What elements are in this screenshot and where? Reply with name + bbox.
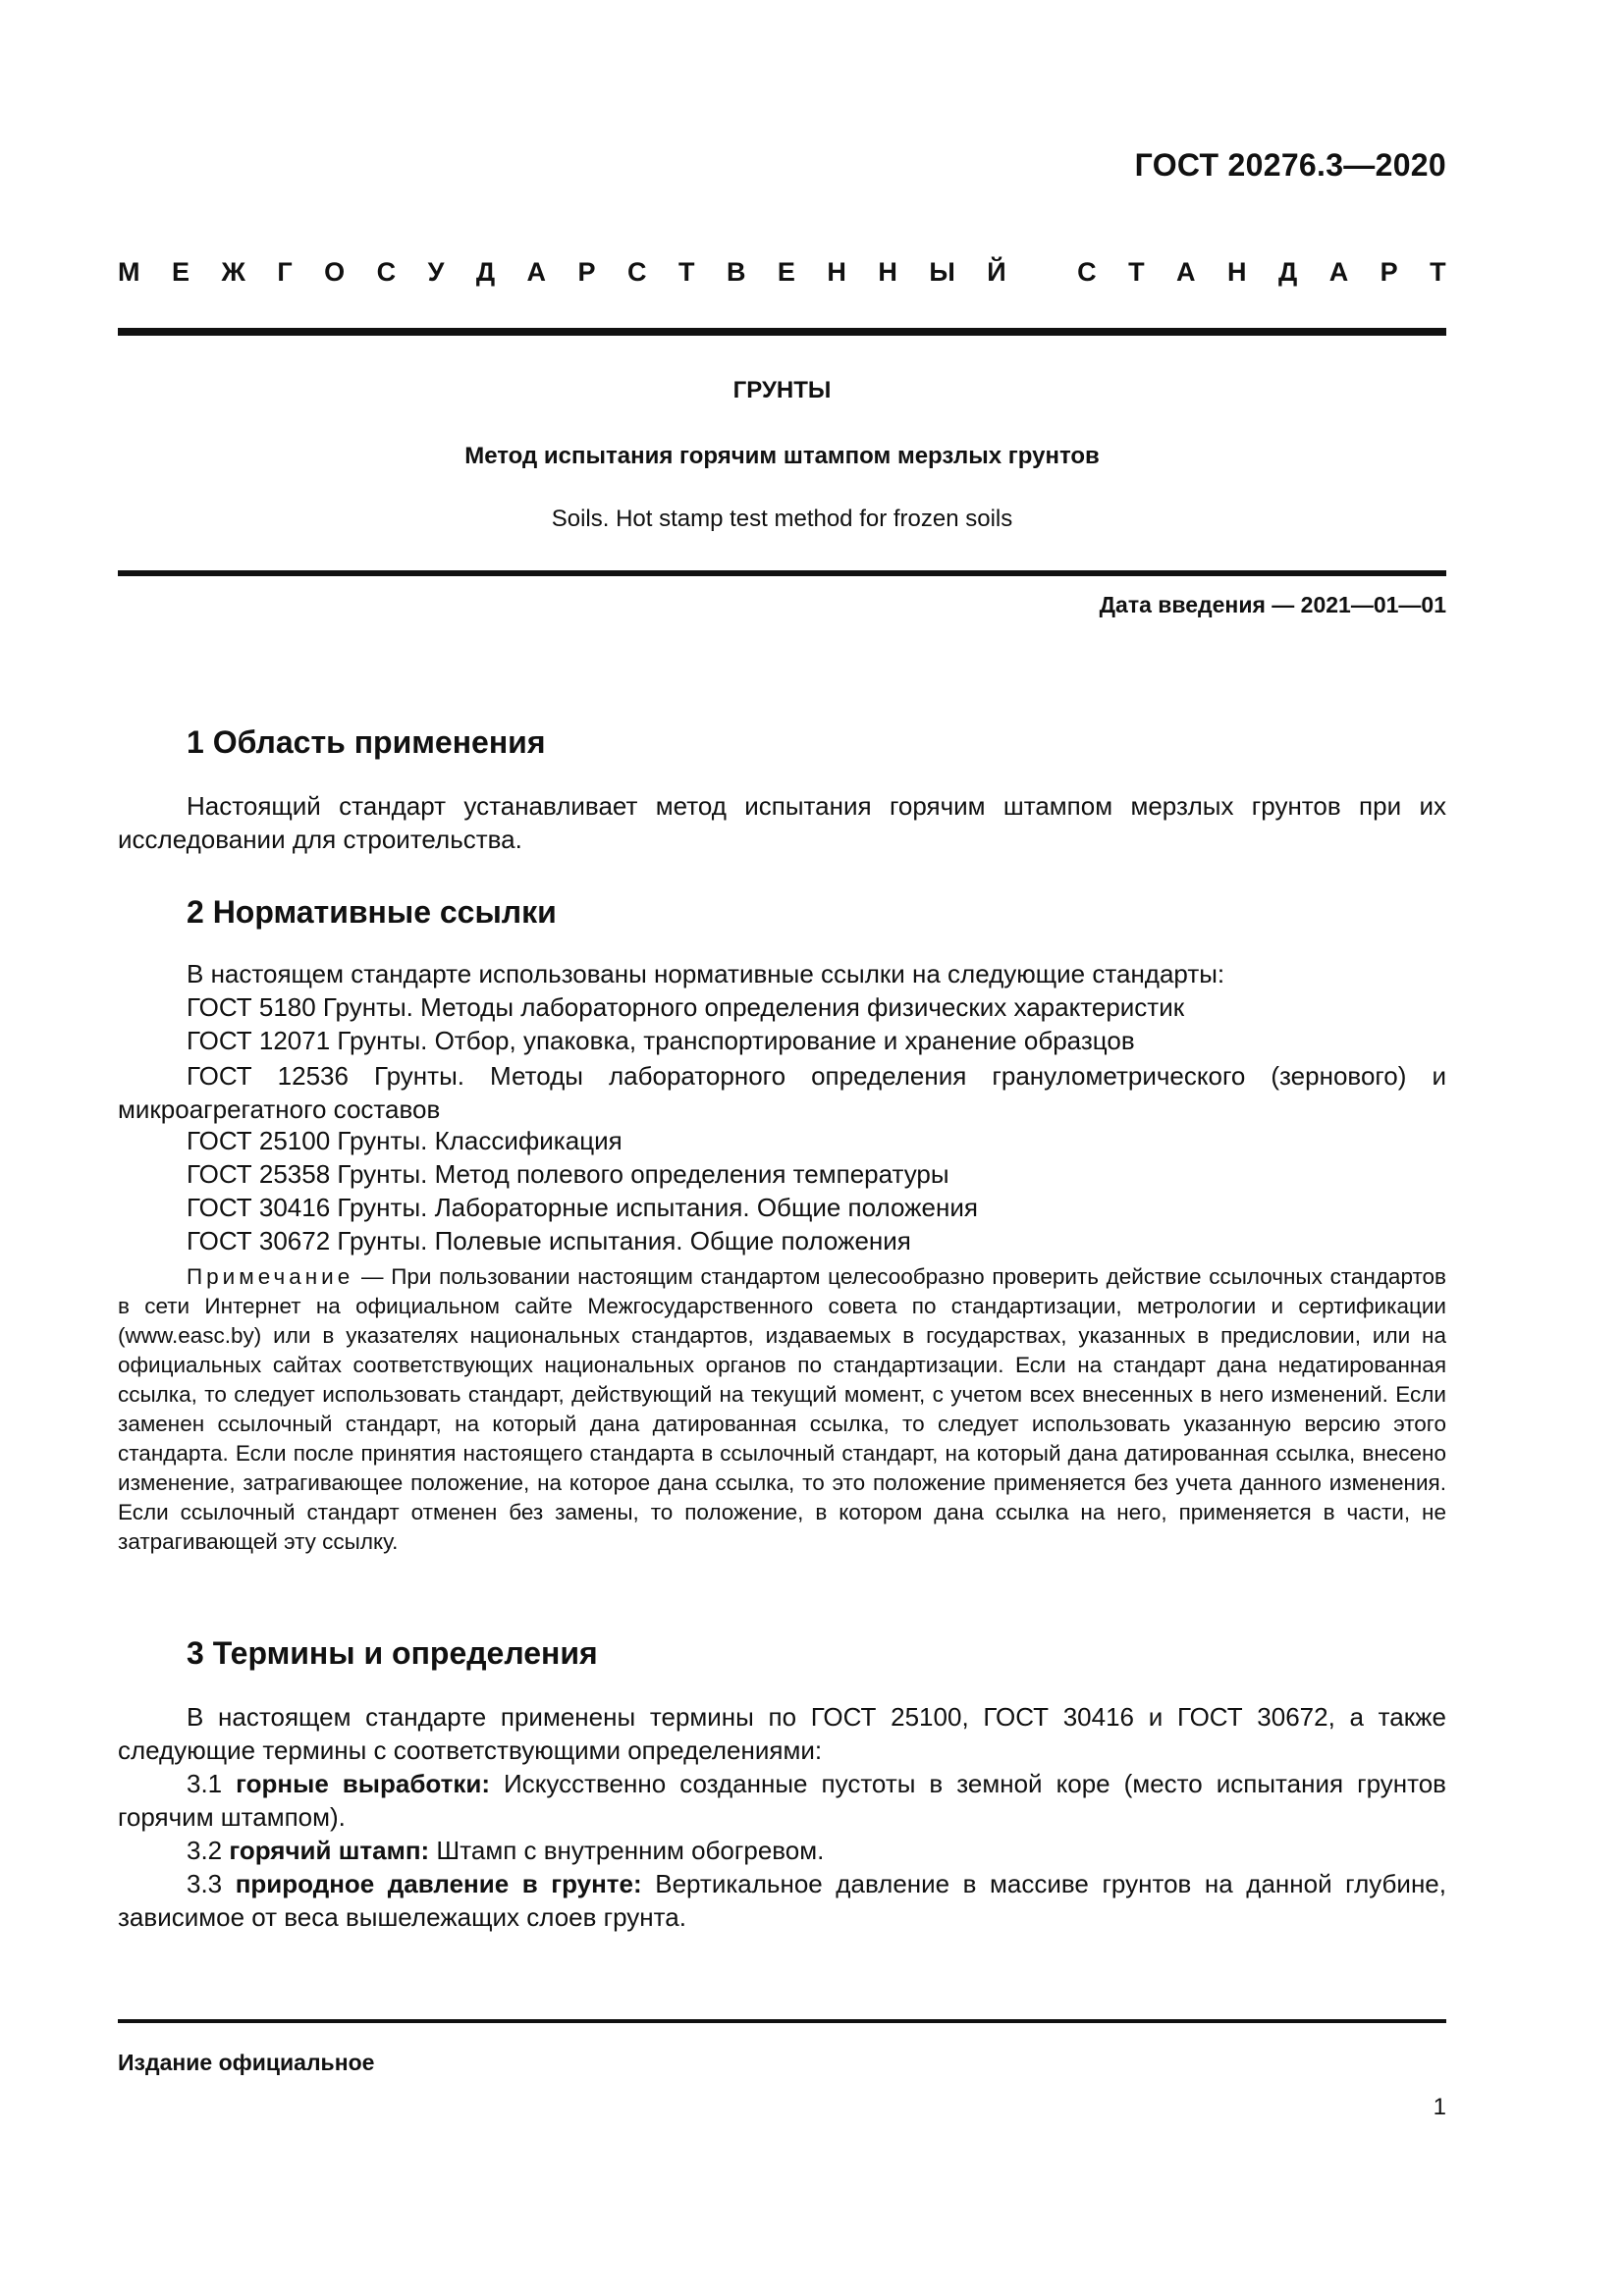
standard-type-letter: О — [324, 257, 346, 287]
reference-item: ГОСТ 25358 Грунты. Метод полевого определения температуры — [187, 1159, 949, 1189]
standard-type-letter: С — [376, 257, 397, 287]
section-3-heading: 3 Термины и определения — [187, 1635, 598, 1671]
note-label: Примечание — [187, 1264, 354, 1289]
official-edition-label: Издание официальное — [118, 2050, 375, 2075]
term-definition: Штамп с внутренним обогревом. — [429, 1836, 825, 1865]
standard-type-letter: Р — [577, 257, 596, 287]
reference-item: ГОСТ 30672 Грунты. Полевые испытания. Общие положения — [187, 1226, 911, 1255]
word-gap — [1038, 257, 1046, 288]
standard-type-letter: Н — [878, 257, 897, 287]
term-entry — [118, 1867, 1446, 1934]
term-entry — [118, 1834, 1446, 1867]
term-name: горячий штамп: — [229, 1836, 430, 1865]
document-title: ГРУНТЫ — [732, 377, 832, 403]
note-block — [118, 1262, 1446, 1557]
section-2-heading: 2 Нормативные ссылки — [187, 894, 557, 930]
standard-type-letter: Т — [1128, 257, 1145, 287]
standard-type-letter: Й — [987, 257, 1006, 287]
standard-type-letter: В — [726, 257, 746, 287]
term-definition: Вертикальное давление в массиве грунтов на данной глубине, зависимое от веса вышележащих слоев грунта. — [118, 1869, 1446, 1932]
term-entry — [118, 1767, 1446, 1834]
standard-type-letter: Р — [1380, 257, 1398, 287]
term-number: 3.2 — [187, 1836, 230, 1865]
standard-type-letter: Г — [277, 257, 293, 287]
section-3-intro-block — [118, 1700, 1446, 1767]
standard-type-letter: А — [526, 257, 547, 287]
standard-type-letter: Т — [677, 257, 695, 287]
standard-type-letter: Е — [171, 257, 189, 287]
page-number: 1 — [1433, 2094, 1446, 2120]
document-subtitle: Метод испытания горячим штампом мерзлых грунтов — [464, 443, 1100, 469]
term-definition: Искусственно созданные пустоты в земной коре (место испытания грунтов горячим штампом). — [118, 1769, 1446, 1832]
reference-item: ГОСТ 25100 Грунты. Классификация — [187, 1126, 623, 1155]
document-number: ГОСТ 20276.3—2020 — [1134, 147, 1446, 183]
standard-type-letter: Т — [1430, 257, 1446, 287]
term-number: 3.1 — [187, 1769, 237, 1798]
note-text: — При пользовании настоящим стандартом целесообразно проверить действие ссылочных стандартов в сети Интернет на официальном сайте Межгосударственного совета по стандартизации, метрологии и сертификации (www.easc.by) или в указателях национальных стандартов, издаваемых в государствах, указанных в предисловии, или на официальных сайтах соответствующих национальных органов по стандартизации. Если на стандарт дана недатированная ссылка, то следует использовать стандарт, действующий на текущий момент, с учетом всех внесенных в него изменений. Если заменен ссылочный стандарт, на который дана датированная ссылка, то следует использовать указанную версию этого стандарта. Если после принятия настоящего стандарта в ссылочный стандарт, на который дана датированная ссылка, внесено изменение, затрагивающее положение, на которое дана ссылка, то это положение применяется без учета данного изменения. Если ссылочный стандарт отменен без замены, то положение, в котором дана ссылка на него, применяется в части, не затрагивающей эту ссылку. — [118, 1264, 1446, 1554]
introduction-date: Дата введения — 2021—01—01 — [1099, 592, 1446, 617]
reference-item: ГОСТ 12536 Грунты. Методы лабораторного определения гранулометрического (зернового) и микроагрегатного составов — [118, 1061, 1446, 1124]
reference-item: ГОСТ 5180 Грунты. Методы лабораторного определения физических характеристик — [187, 992, 1185, 1022]
standard-type-letter: С — [1077, 257, 1097, 287]
standard-type-letter: Ж — [221, 257, 245, 287]
reference-item-wrapped — [118, 1059, 1446, 1126]
reference-item: ГОСТ 12071 Грунты. Отбор, упаковка, транспортирование и хранение образцов — [187, 1026, 1135, 1055]
section-3-intro: В настоящем стандарте применены термины по ГОСТ 25100, ГОСТ 30416 и ГОСТ 30672, а также следующие термины с соответствующими определениями: — [118, 1702, 1446, 1765]
standard-type-letter: Д — [1277, 257, 1298, 287]
standard-type-letter: А — [1328, 257, 1349, 287]
standard-type-letter: Н — [827, 257, 846, 287]
standard-type-letter: Е — [777, 257, 795, 287]
document-title-english: Soils. Hot stamp test method for frozen soils — [551, 506, 1013, 532]
term-name: природное давление в грунте: — [235, 1869, 642, 1898]
top-rule — [118, 328, 1446, 336]
section-2-intro: В настоящем стандарте использованы нормативные ссылки на следующие стандарты: — [187, 959, 1225, 988]
standard-type-heading — [118, 257, 1446, 288]
standard-type-letter: С — [627, 257, 647, 287]
term-name: горные выработки: — [236, 1769, 491, 1798]
reference-item: ГОСТ 30416 Грунты. Лабораторные испытания. Общие положения — [187, 1193, 978, 1222]
title-rule — [118, 570, 1446, 576]
standard-type-letter: А — [1176, 257, 1196, 287]
standard-type-letter: Н — [1227, 257, 1247, 287]
footer-rule — [118, 2019, 1446, 2023]
standard-type-letter: Ы — [929, 257, 955, 287]
standard-type-letter: Д — [475, 257, 496, 287]
section-1-paragraph: Настоящий стандарт устанавливает метод испытания горячим штампом мерзлых грунтов при их исследовании для строительства. — [118, 791, 1446, 854]
section-1-text — [118, 789, 1446, 856]
section-1-heading: 1 Область применения — [187, 724, 546, 760]
term-number: 3.3 — [187, 1869, 236, 1898]
standard-type-letter: М — [118, 257, 140, 287]
standard-type-letter: У — [427, 257, 445, 287]
